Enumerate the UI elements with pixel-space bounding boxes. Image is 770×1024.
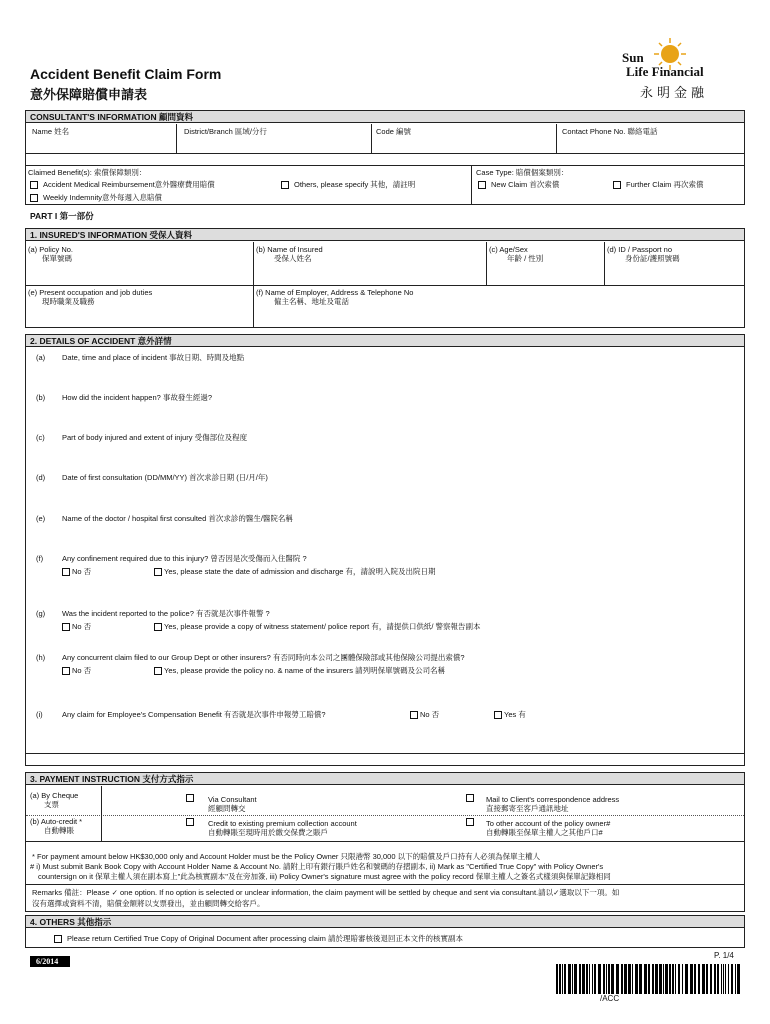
auto-text: (b) Auto-credit * — [30, 817, 83, 826]
checkbox[interactable] — [62, 568, 70, 576]
barcode-bar — [639, 964, 642, 994]
form-date-code: 6/2014 — [30, 956, 70, 967]
accident-item[interactable] — [36, 710, 736, 719]
accident-item-question: Part of body injured and extent of injury 受傷部位及程度 — [62, 433, 248, 442]
new-claim-label: New Claim 首次索償 — [491, 180, 560, 189]
barcode-bar — [621, 964, 623, 994]
others-option[interactable] — [281, 180, 415, 189]
checkbox[interactable] — [54, 935, 62, 943]
weekly-indemnity-option[interactable] — [30, 193, 162, 202]
insured-name-field[interactable] — [256, 245, 323, 263]
barcode-bar — [731, 964, 733, 994]
barcode-bar — [685, 964, 688, 994]
logo-life-text: Life Financial — [626, 64, 704, 79]
i-yes-option[interactable] — [494, 710, 526, 719]
id-passport-zh: 身份証/護照號碼 — [625, 254, 680, 263]
mail-zh: 直接郵寄至客戶通訊地址 — [486, 804, 569, 813]
barcode-bar — [659, 964, 662, 994]
barcode-bar — [574, 964, 577, 994]
barcode-bar — [714, 964, 716, 994]
via-zh: 經顧問轉交 — [208, 804, 246, 813]
accident-item-question: Any confinement required due to this injury? 曾否因是次受傷而入住醫院 ? — [62, 554, 307, 563]
barcode-bar — [635, 964, 638, 994]
barcode-bar — [624, 964, 627, 994]
medical-reimbursement-option[interactable] — [30, 180, 215, 189]
consultant-contact-field[interactable]: Contact Phone No. 聯絡電話 — [562, 127, 658, 136]
age-sex-label: (c) Age/Sex — [489, 245, 528, 254]
barcode-bar — [663, 964, 664, 994]
accident-item-question: Was the incident reported to the police? 有否就是次事件報警 ? — [62, 609, 270, 618]
consultant-district-field[interactable]: District/Branch 區域/分行 — [184, 127, 267, 136]
checkbox[interactable] — [30, 194, 38, 202]
checkbox[interactable] — [613, 181, 621, 189]
i-no-option[interactable] — [410, 710, 439, 719]
auto-credit-label — [30, 817, 82, 835]
barcode-bar — [568, 964, 571, 994]
mail-option[interactable] — [466, 793, 479, 802]
i-yes-option-label: Yes 有 — [504, 710, 526, 719]
policy-no-zh: 保單號碼 — [42, 254, 72, 263]
cheque-zh: 支票 — [44, 800, 59, 809]
barcode-icon — [556, 964, 742, 994]
barcode-bar — [556, 964, 558, 994]
weekly-label: Weekly Indemnity意外每週入息賠償 — [43, 193, 163, 202]
sun-life-logo — [622, 36, 748, 100]
logo-zh-text: 永明金融 — [640, 85, 709, 100]
accident-item-key: (d) — [36, 473, 46, 482]
other-text: To other account of the policy owner# — [486, 819, 611, 828]
part-one-heading: PART I 第一部份 — [30, 211, 94, 221]
barcode-bar — [678, 964, 680, 994]
checkbox[interactable] — [30, 181, 38, 189]
barcode-bar — [706, 964, 708, 994]
employer-label: (f) Name of Employer, Address & Telephone No — [256, 288, 414, 297]
accident-item-key: (h) — [36, 653, 46, 662]
barcode-bar — [725, 964, 726, 994]
accident-item[interactable] — [36, 653, 736, 662]
others-label: Others, please specify 其他，請註明 — [294, 180, 416, 189]
accident-item-key: (b) — [36, 393, 46, 402]
g-no-option-label: No 否 — [72, 622, 92, 631]
accident-item[interactable] — [36, 609, 736, 618]
remarks-line-2: 沒有選擇或資料不清，賠償金額將以支票發出，並由顧問轉交給客戶。 — [32, 899, 265, 908]
barcode-bar — [652, 964, 654, 994]
f-yes-option-label: Yes, please state the date of admission and discharge 有，請說明入院及出院日期 — [164, 567, 436, 576]
consultant-code-field[interactable]: Code 編號 — [376, 127, 412, 136]
medical-label: Accident Medical Reimbursement意外醫療費用賠償 — [43, 180, 215, 189]
f-no-option-label: No 否 — [72, 567, 92, 576]
id-passport-label: (d) ID / Passport no — [607, 245, 673, 254]
return-copy-label: Please return Certified True Copy of Original Document after processing claim 請於理賠審核後退回正本文件的核實副本 — [67, 934, 463, 943]
barcode-bar — [690, 964, 693, 994]
accident-item[interactable] — [36, 473, 736, 482]
logo-sun-text: Sun — [622, 50, 644, 65]
payment-note-3: countersign on it 保單主權人須在副本寫上"此為核實副本"及在旁加簽, iii) Policy Owner's signature must agree with the policy record 保單主權人之簽名式樣須與保單記錄相同 — [38, 872, 611, 881]
barcode-bar — [710, 964, 712, 994]
barcode-bar — [589, 964, 590, 994]
accident-item-key: (i) — [36, 710, 43, 719]
accident-item-key: (a) — [36, 353, 46, 362]
barcode-bar — [698, 964, 700, 994]
via-text: Via Consultant — [208, 795, 257, 804]
barcode-bar — [586, 964, 588, 994]
other-account-option[interactable] — [466, 817, 479, 826]
mail-text: Mail to Client's correspondence address — [486, 795, 620, 804]
insured-name-zh: 受保人姓名 — [274, 254, 312, 263]
accident-item-question: Any concurrent claim filed to our Group Dept or other insurers? 有否同時向本公司之團體保險部或其他保險公司提出索償? — [62, 653, 465, 662]
payment-heading: 3. PAYMENT INSTRUCTION 支付方式指示 — [26, 773, 744, 785]
payment-note-1: * For payment amount below HK$30,000 only and Account Holder must be the Policy Owner 只限港幣 30,000 以下的賠償及戶口持有人必須為保單主權人 — [32, 852, 541, 861]
others-heading: 4. OTHERS 其他指示 — [26, 916, 744, 928]
form-title-zh: 意外保障賠償申請表 — [30, 87, 148, 102]
claimed-benefit-label: Claimed Benefit(s): 索償保障類別： — [28, 168, 147, 177]
accident-item-key: (e) — [36, 514, 46, 523]
accident-item-key: (c) — [36, 433, 45, 442]
checkbox[interactable] — [281, 181, 289, 189]
barcode-bar — [669, 964, 671, 994]
barcode-bar — [559, 964, 561, 994]
barcode-bar — [608, 964, 610, 994]
auto-zh: 自動轉賬 — [44, 826, 74, 835]
barcode-bar — [628, 964, 631, 994]
checkbox[interactable] — [494, 711, 502, 719]
age-sex-zh: 年齡 / 性別 — [507, 254, 544, 263]
checkbox[interactable] — [186, 818, 194, 826]
employer-field[interactable] — [256, 288, 413, 306]
consultant-section — [25, 110, 745, 205]
policy-no-field[interactable] — [28, 245, 73, 263]
insured-heading: 1. INSURED'S INFORMATION 受保人資料 — [26, 229, 744, 241]
checkbox[interactable] — [154, 623, 162, 631]
f-yes-option[interactable] — [154, 567, 436, 576]
g-yes-option-label: Yes, please provide a copy of witness statement/ police report 有，請提供口供紙/ 警察報告副本 — [164, 622, 481, 631]
barcode-bar — [598, 964, 601, 994]
payment-section — [25, 772, 745, 912]
other-zh: 自動轉賬至保單主權人之其他戶口# — [486, 828, 603, 837]
h-no-option[interactable] — [62, 666, 91, 675]
barcode-bar — [737, 964, 740, 994]
h-yes-option[interactable] — [154, 666, 445, 675]
payment-note-2: # i) Must submit Bank Book Copy with Account Holder Name & Account No. 請附上印有銀行賬戶姓名和號碼的存摺副本, ii) Mark as "Certified True Copy" with Policy Owner's — [30, 862, 604, 871]
checkbox[interactable] — [186, 794, 194, 802]
checkbox[interactable] — [466, 794, 474, 802]
credit-existing-label — [208, 819, 357, 837]
policy-no-label: (a) Policy No. — [28, 245, 74, 254]
barcode-bar — [572, 964, 573, 994]
insured-section — [25, 228, 745, 328]
barcode-bar — [594, 964, 596, 994]
other-account-label — [486, 819, 610, 837]
accident-item-question: Any claim for Employee's Compensation Benefit 有否就是次事件申報勞工賠償? — [62, 710, 326, 719]
occupation-field[interactable] — [28, 288, 152, 306]
barcode-bar — [582, 964, 585, 994]
f-no-option[interactable] — [62, 567, 91, 576]
h-no-option-label: No 否 — [72, 666, 92, 675]
age-sex-field[interactable] — [489, 245, 543, 263]
occupation-zh: 現時職業及職務 — [42, 297, 95, 306]
barcode-bar — [564, 964, 566, 994]
accident-item-key: (g) — [36, 609, 46, 618]
accident-item-question: Date, time and place of incident 事故日期、時間及地點 — [62, 353, 245, 362]
barcode-bar — [721, 964, 722, 994]
barcode-bar — [655, 964, 658, 994]
accident-item-key: (f) — [36, 554, 44, 563]
checkbox[interactable] — [466, 818, 474, 826]
cheque-text: (a) By Cheque — [30, 791, 79, 800]
barcode-bar — [717, 964, 719, 994]
accident-item[interactable] — [36, 554, 736, 563]
checkbox[interactable] — [62, 623, 70, 631]
accident-item[interactable] — [36, 514, 736, 523]
i-no-option-label: No 否 — [420, 710, 440, 719]
h-yes-option-label: Yes, please provide the policy no. & name of the insurers 請列明保單號碼及公司名稱 — [164, 666, 446, 675]
new-claim-option[interactable] — [478, 180, 559, 189]
g-no-option[interactable] — [62, 622, 91, 631]
barcode-bar — [611, 964, 614, 994]
case-type-label: Case Type: 賠償個案類別： — [476, 168, 569, 177]
accident-heading: 2. DETAILS OF ACCIDENT 意外詳情 — [26, 335, 744, 347]
consultant-name-field[interactable]: Name 姓名 — [32, 127, 70, 136]
barcode-bar — [694, 964, 696, 994]
checkbox[interactable] — [62, 667, 70, 675]
credit-zh: 自動轉賬至現時用於繳交保費之賬戶 — [208, 828, 328, 837]
barcode-bar — [702, 964, 705, 994]
barcode-bar — [562, 964, 563, 994]
barcode-bar — [723, 964, 724, 994]
others-section — [25, 915, 745, 948]
form-title: Accident Benefit Claim Form — [30, 66, 222, 82]
further-claim-label: Further Claim 再次索償 — [626, 180, 704, 189]
accident-item[interactable] — [36, 353, 736, 362]
barcode-bar — [682, 964, 683, 994]
occupation-label: (e) Present occupation and job duties — [28, 288, 153, 297]
accident-section — [25, 334, 745, 766]
via-consultant-option[interactable] — [186, 793, 199, 802]
g-yes-option[interactable] — [154, 622, 481, 631]
barcode-bar — [648, 964, 650, 994]
checkbox[interactable] — [478, 181, 486, 189]
barcode-bar — [665, 964, 668, 994]
employer-zh: 僱主名稱、地址及電話 — [274, 297, 349, 306]
accident-item-question: How did the incident happen? 事故發生經過? — [62, 393, 213, 402]
consultant-heading: CONSULTANT'S INFORMATION 顧問資料 — [26, 111, 744, 123]
form-code: /ACC — [600, 994, 620, 1003]
accident-item[interactable] — [36, 433, 736, 442]
barcode-bar — [672, 964, 674, 994]
barcode-bar — [632, 964, 633, 994]
insured-name-label: (b) Name of Insured — [256, 245, 323, 254]
further-claim-option[interactable] — [613, 180, 704, 189]
credit-text: Credit to existing premium collection account — [208, 819, 357, 828]
via-consultant-label — [208, 795, 257, 813]
accident-item-question: Date of first consultation (DD/MM/YY) 首次求診日期 (日/月/年) — [62, 473, 268, 482]
barcode-bar — [728, 964, 729, 994]
accident-item[interactable] — [36, 393, 736, 402]
checkbox[interactable] — [154, 667, 162, 675]
barcode-bar — [606, 964, 607, 994]
accident-item-question: Name of the doctor / hospital first consulted 首次求診的醫生/醫院名稱 — [62, 514, 293, 523]
return-copy-option[interactable] — [54, 934, 463, 943]
remarks-line-1: Remarks 備註：Please ✓ one option. If no option is selected or unclear information, the claim payment will be settled by cheque and sent via consultant.請以✓選取以下一項。如 — [32, 888, 620, 897]
barcode-bar — [592, 964, 593, 994]
checkbox[interactable] — [410, 711, 418, 719]
barcode-bar — [603, 964, 605, 994]
checkbox[interactable] — [154, 568, 162, 576]
id-passport-field[interactable] — [607, 245, 680, 263]
mail-label — [486, 795, 619, 813]
by-cheque-label — [30, 791, 78, 809]
credit-existing-option[interactable] — [186, 817, 199, 826]
barcode-bar — [616, 964, 619, 994]
barcode-bar — [579, 964, 581, 994]
barcode-bar — [735, 964, 736, 994]
page-number: P. 1/4 — [714, 951, 734, 960]
barcode-bar — [644, 964, 647, 994]
barcode-bar — [675, 964, 676, 994]
